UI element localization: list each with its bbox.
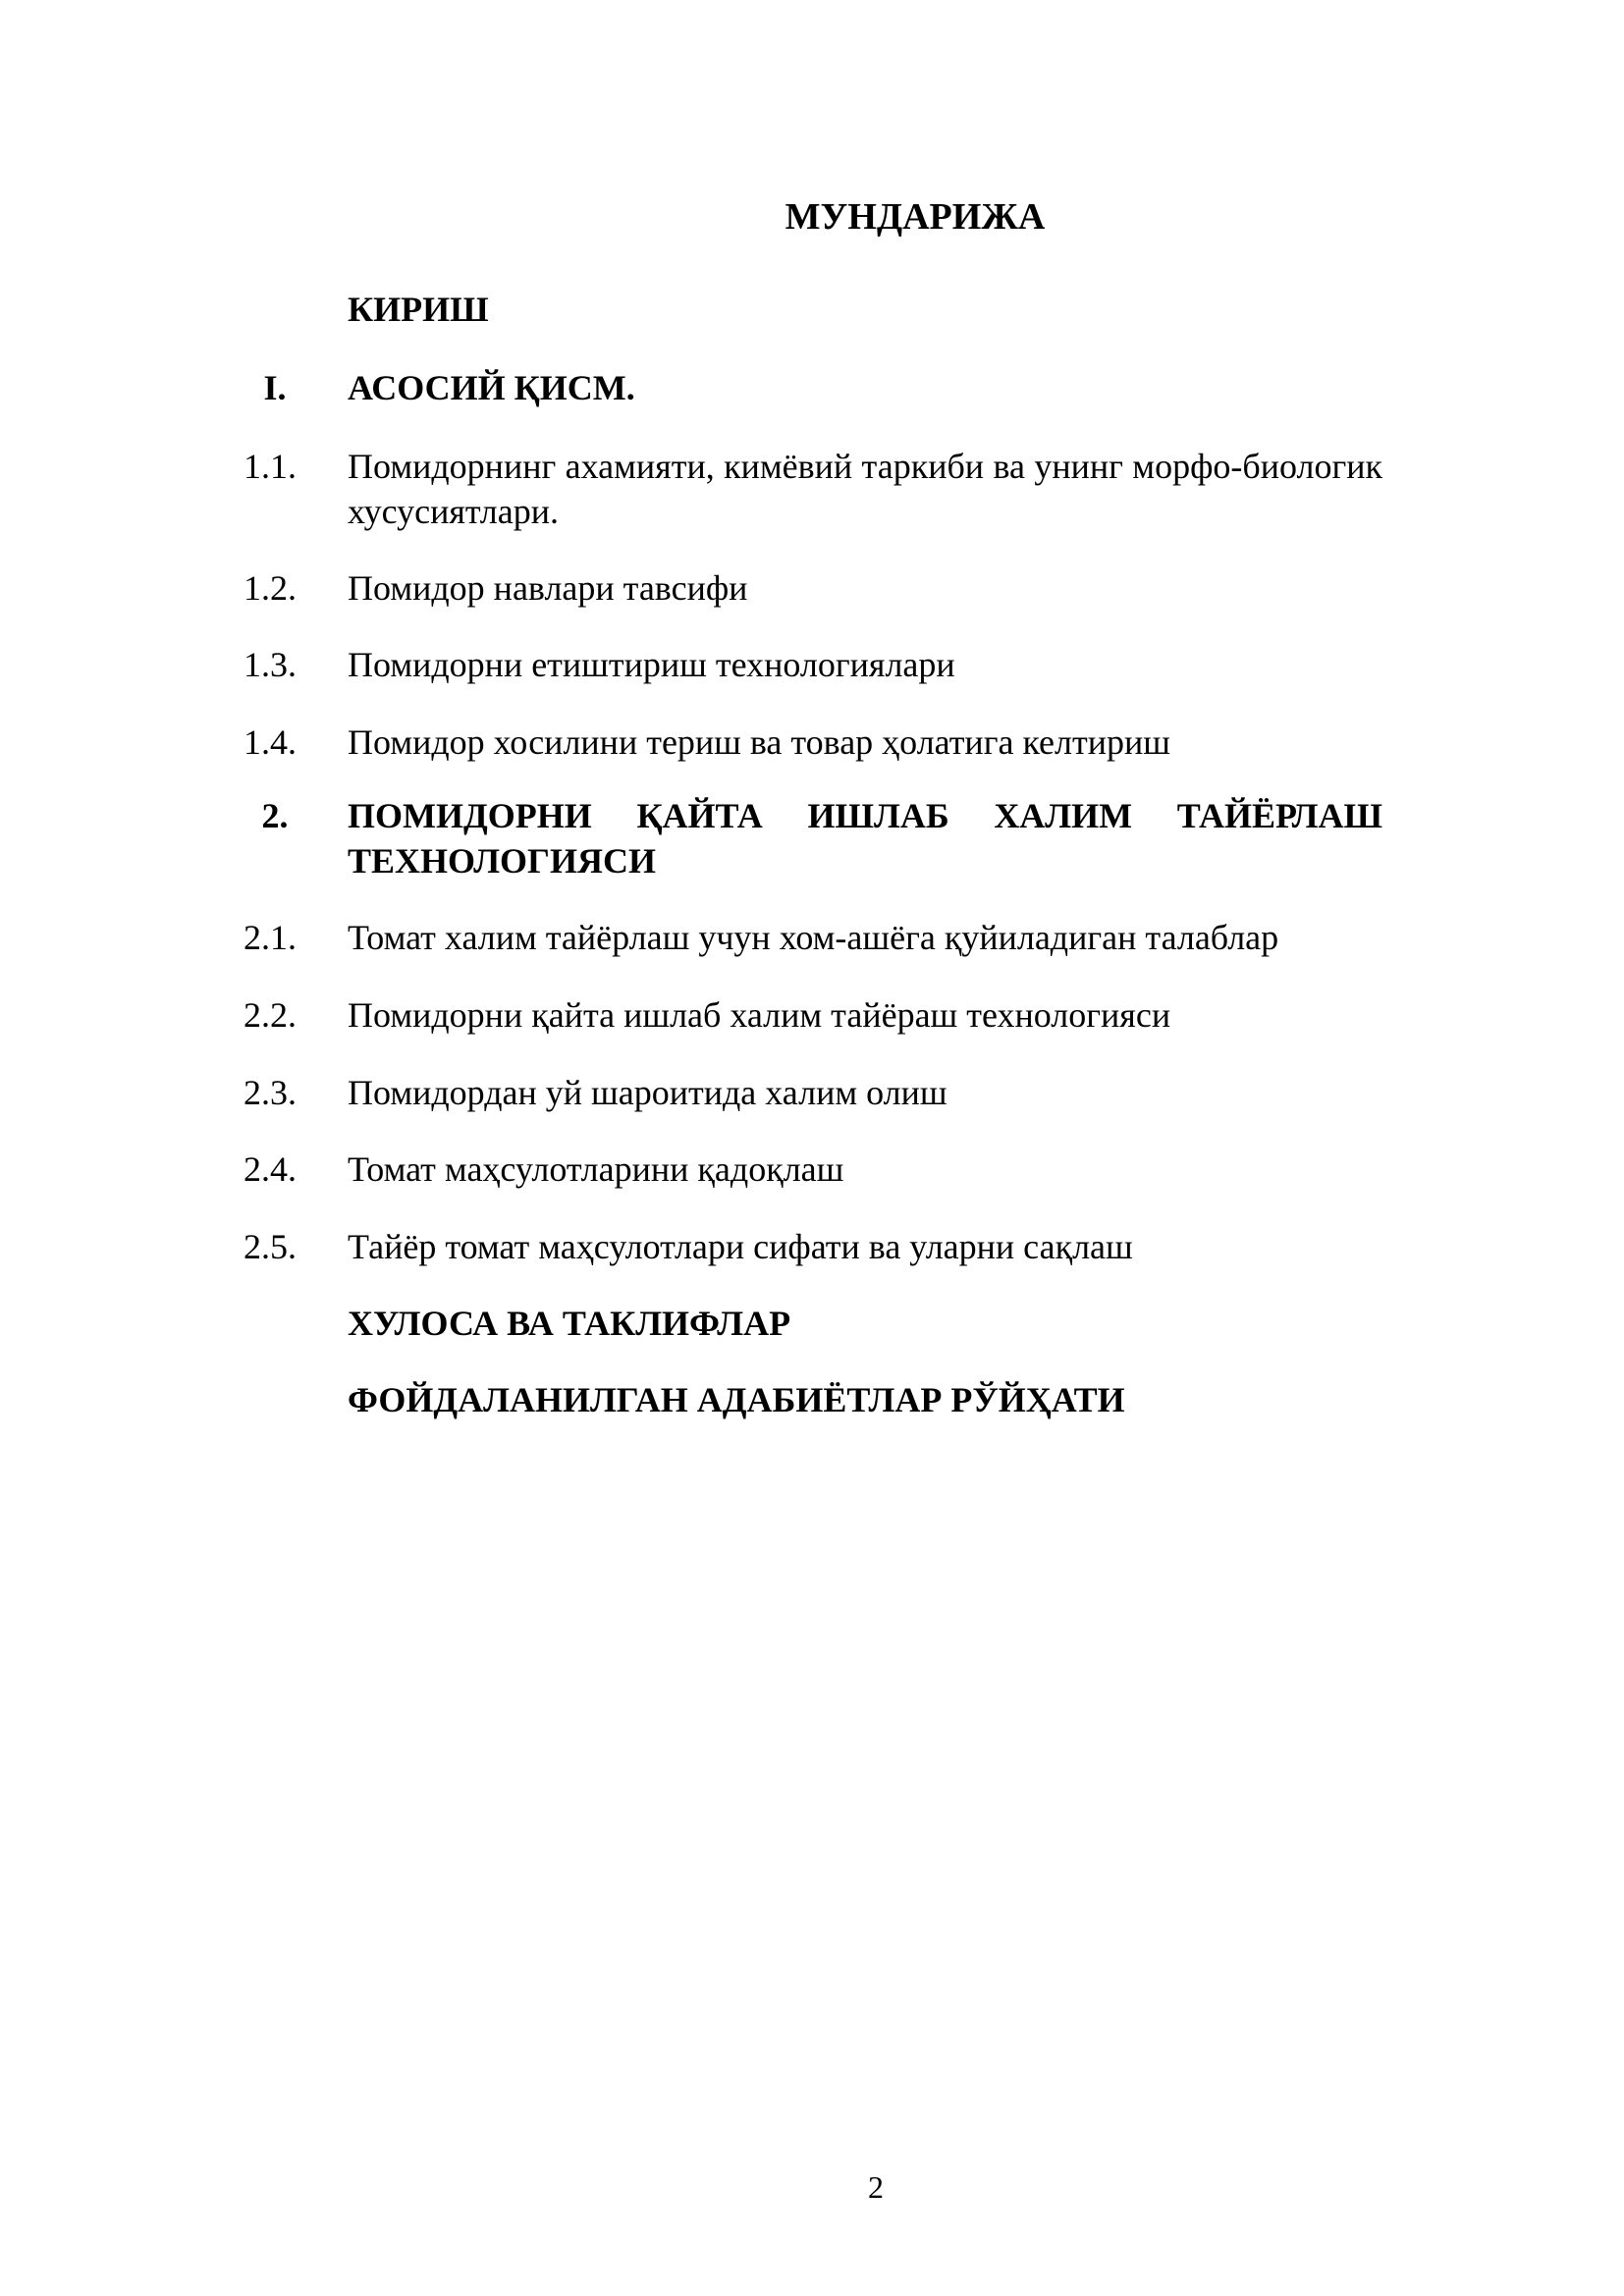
toc-entry-number: 1.2. (244, 568, 297, 608)
toc-entry-text: Тайёр томат маҳсулотлари сифати ва уларни сақлаш (348, 1227, 1133, 1266)
toc-entry-text: Томат халим тайёрлаш учун хом-ашёга қуйиладиган талаблар (348, 918, 1279, 957)
toc-entry-text: ПОМИДОРНИ ҚАЙТА ИШЛАБ ХАЛИМ ТАЙЁРЛАШ ТЕХНОЛОГИЯСИ (348, 796, 1382, 881)
toc-entry-number: 2.4. (244, 1149, 297, 1189)
toc-entry-number: 1.1. (244, 447, 297, 486)
page-number: 2 (868, 2169, 884, 2205)
toc-entry-number: 2.2. (244, 995, 297, 1035)
toc-entry-text: Помидордан уй шароитида халим олиш (348, 1073, 947, 1112)
toc-entry-text: Помидорни етиштириш технологиялари (348, 645, 955, 684)
toc-entry-text: Помидор навлари тавсифи (348, 568, 748, 608)
toc-entry-number: 2.5. (244, 1227, 297, 1266)
toc-entry-text: АСОСИЙ ҚИСМ. (348, 368, 635, 407)
toc-entry-text: КИРИШ (348, 290, 489, 329)
toc-entry-text: Помидорни қайта ишлаб халим тайёраш технологияси (348, 995, 1171, 1035)
toc-entry-number: 2.3. (244, 1073, 297, 1112)
toc-entry-text: Помидор хосилини териш ва товар ҳолатига келтириш (348, 722, 1170, 762)
toc-entry-number: 2. (261, 796, 289, 835)
toc-entry-text: Помидорнинг ахамияти, кимёвий таркиби ва унинг морфо-биологик хусусиятлари. (348, 447, 1382, 531)
toc-entry-number: I. (263, 368, 287, 407)
toc-entry-number: 2.1. (244, 918, 297, 957)
toc-entry-number: 1.4. (244, 722, 297, 762)
toc-title: МУНДАРИЖА (785, 196, 1046, 238)
toc-entry-text: ХУЛОСА ВА ТАКЛИФЛАР (348, 1304, 791, 1343)
toc-entry-text: Томат маҳсулотларини қадоқлаш (348, 1149, 844, 1189)
toc-entry-text: ФОЙДАЛАНИЛГАН АДАБИЁТЛАР РЎЙҲАТИ (348, 1380, 1125, 1419)
toc-entry-number: 1.3. (244, 645, 297, 684)
